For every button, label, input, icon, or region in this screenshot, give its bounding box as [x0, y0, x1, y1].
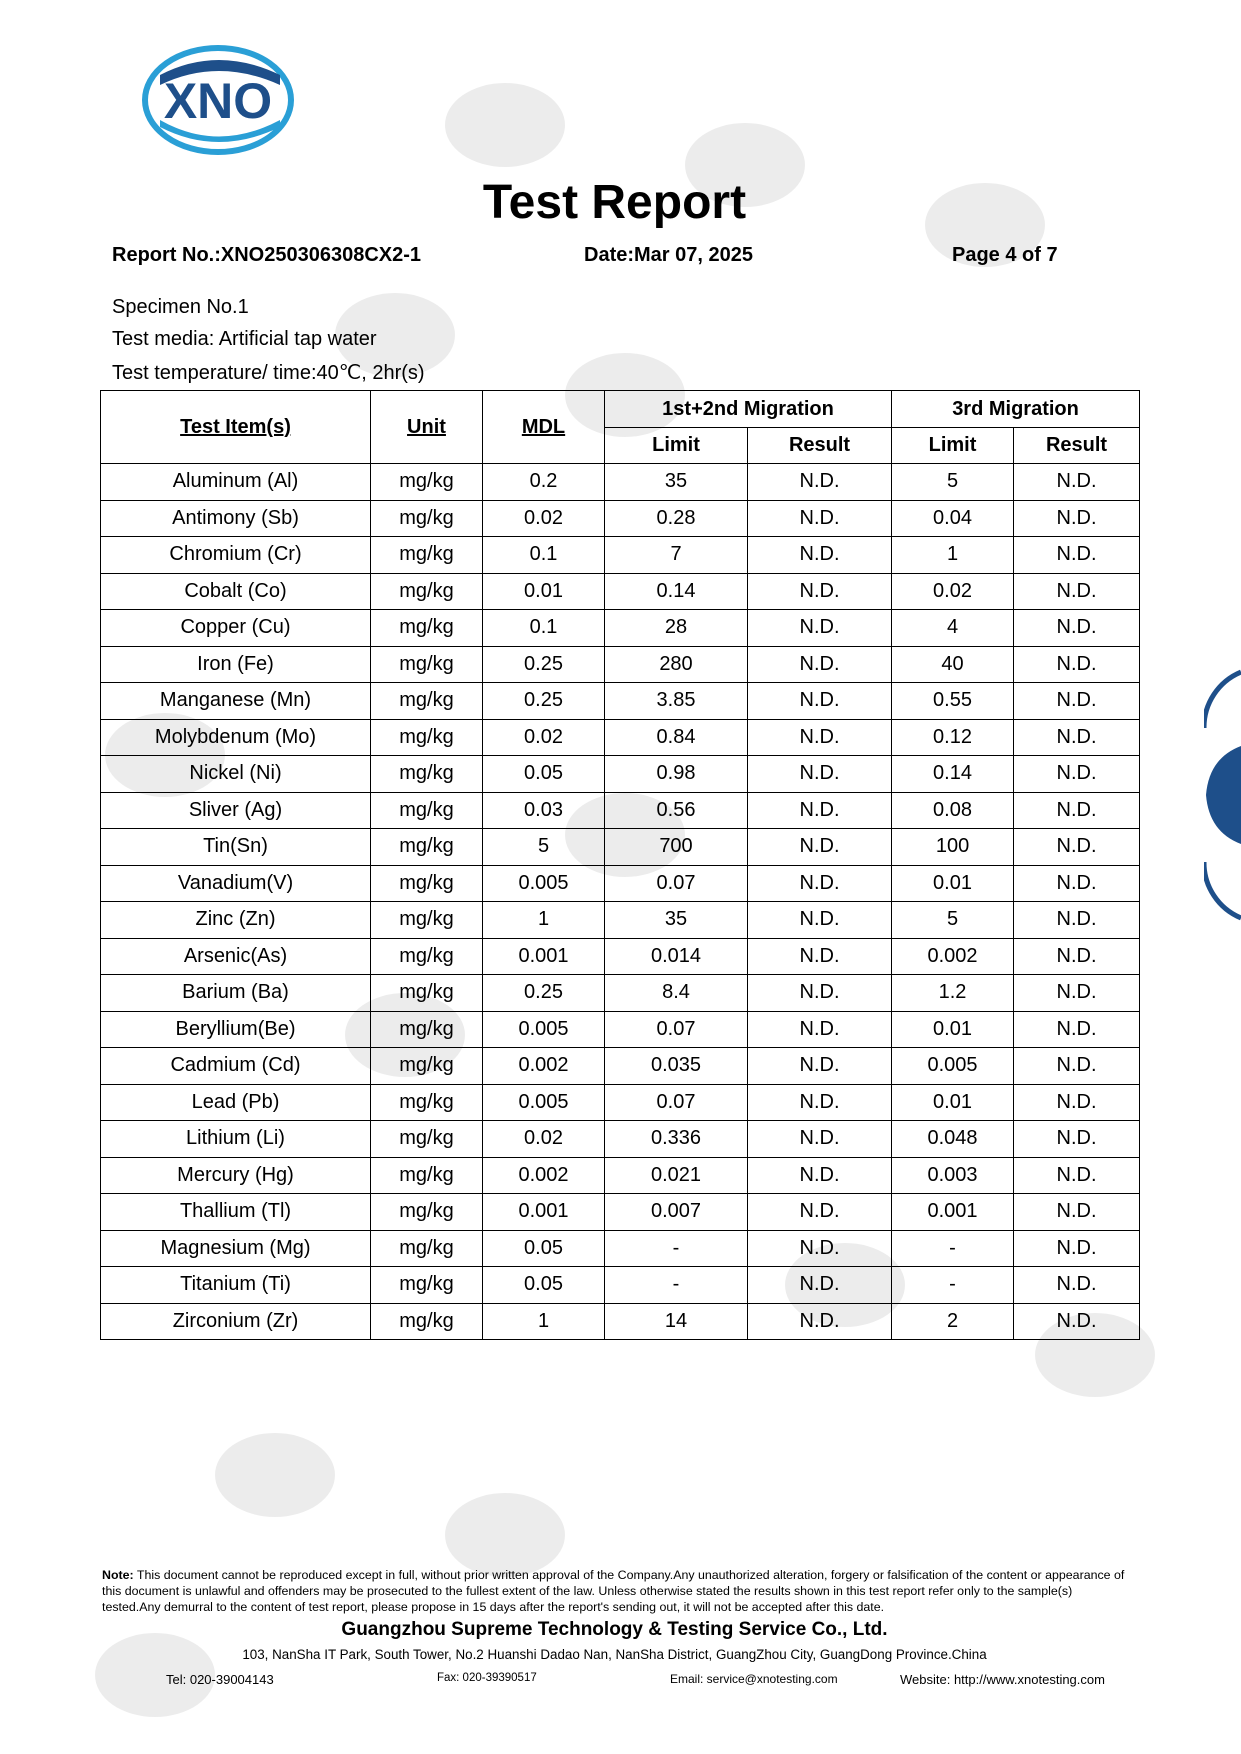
- cell-result-3: N.D.: [1014, 1011, 1140, 1048]
- cell-result-3: N.D.: [1014, 1267, 1140, 1304]
- cell-test-item: Zirconium (Zr): [101, 1303, 371, 1340]
- note-label: Note:: [102, 1568, 134, 1582]
- cell-result-1-2: N.D.: [748, 537, 892, 574]
- cell-unit: mg/kg: [371, 683, 483, 720]
- header-migration-1-2: 1st+2nd Migration: [605, 391, 892, 428]
- table-row: [101, 537, 1140, 574]
- cell-limit-3: 0.048: [892, 1121, 1014, 1158]
- cell-result-1-2: N.D.: [748, 1121, 892, 1158]
- cell-mdl: 1: [483, 1303, 605, 1340]
- specimen-number: Specimen No.1: [112, 296, 249, 318]
- cell-result-3: N.D.: [1014, 1194, 1140, 1231]
- cell-unit: mg/kg: [371, 464, 483, 501]
- cell-test-item: Tin(Sn): [101, 829, 371, 866]
- cell-mdl: 0.005: [483, 1084, 605, 1121]
- table-row: [101, 1011, 1140, 1048]
- disclaimer-note: [102, 1567, 1132, 1615]
- cell-unit: mg/kg: [371, 756, 483, 793]
- cell-test-item: Thallium (Tl): [101, 1194, 371, 1231]
- cell-limit-3: 0.55: [892, 683, 1014, 720]
- cell-mdl: 0.03: [483, 792, 605, 829]
- cell-result-1-2: N.D.: [748, 756, 892, 793]
- cell-result-1-2: N.D.: [748, 1267, 892, 1304]
- cell-limit-3: 2: [892, 1303, 1014, 1340]
- cell-limit-3: 1: [892, 537, 1014, 574]
- cell-test-item: Beryllium(Be): [101, 1011, 371, 1048]
- table-row: [101, 1121, 1140, 1158]
- cell-mdl: 0.25: [483, 646, 605, 683]
- cell-result-1-2: N.D.: [748, 500, 892, 537]
- cell-limit-1-2: 700: [605, 829, 748, 866]
- cell-unit: mg/kg: [371, 1084, 483, 1121]
- table-row: [101, 902, 1140, 939]
- cell-unit: mg/kg: [371, 719, 483, 756]
- table-row: [101, 829, 1140, 866]
- results-body: [101, 464, 1140, 1340]
- report-date: Date:Mar 07, 2025: [584, 244, 753, 266]
- watermark-logo-icon: [210, 1420, 340, 1530]
- cell-result-1-2: N.D.: [748, 792, 892, 829]
- cell-limit-1-2: 0.021: [605, 1157, 748, 1194]
- cell-result-3: N.D.: [1014, 683, 1140, 720]
- company-seal-icon: [1204, 668, 1241, 922]
- cell-limit-1-2: 28: [605, 610, 748, 647]
- cell-test-item: Cobalt (Co): [101, 573, 371, 610]
- cell-mdl: 0.002: [483, 1157, 605, 1194]
- page-title: Test Report: [482, 176, 747, 229]
- cell-result-1-2: N.D.: [748, 938, 892, 975]
- header-result: Result: [1014, 428, 1140, 464]
- cell-result-3: N.D.: [1014, 1157, 1140, 1194]
- cell-mdl: 0.001: [483, 938, 605, 975]
- cell-test-item: Sliver (Ag): [101, 792, 371, 829]
- cell-unit: mg/kg: [371, 1303, 483, 1340]
- cell-mdl: 0.02: [483, 1121, 605, 1158]
- company-address: 103, NanSha IT Park, South Tower, No.2 Huanshi Dadao Nan, NanSha District, GuangZhou City, GuangDong Province.China: [242, 1647, 987, 1662]
- cell-limit-1-2: 3.85: [605, 683, 748, 720]
- cell-limit-1-2: 0.07: [605, 1084, 748, 1121]
- cell-test-item: Mercury (Hg): [101, 1157, 371, 1194]
- cell-test-item: Lithium (Li): [101, 1121, 371, 1158]
- cell-result-1-2: N.D.: [748, 683, 892, 720]
- cell-test-item: Molybdenum (Mo): [101, 719, 371, 756]
- cell-mdl: 0.1: [483, 537, 605, 574]
- cell-unit: mg/kg: [371, 975, 483, 1012]
- test-conditions: Test temperature/ time:40℃, 2hr(s): [112, 362, 425, 384]
- cell-unit: mg/kg: [371, 829, 483, 866]
- cell-limit-1-2: 8.4: [605, 975, 748, 1012]
- cell-result-1-2: N.D.: [748, 975, 892, 1012]
- cell-result-3: N.D.: [1014, 573, 1140, 610]
- cell-result-3: N.D.: [1014, 719, 1140, 756]
- cell-test-item: Aluminum (Al): [101, 464, 371, 501]
- cell-limit-3: 100: [892, 829, 1014, 866]
- company-name: Guangzhou Supreme Technology & Testing Service Co., Ltd.: [341, 1619, 888, 1640]
- cell-limit-3: 40: [892, 646, 1014, 683]
- cell-mdl: 0.25: [483, 975, 605, 1012]
- table-row: [101, 683, 1140, 720]
- header-unit: Unit: [371, 391, 483, 464]
- table-row: [101, 1157, 1140, 1194]
- cell-test-item: Titanium (Ti): [101, 1267, 371, 1304]
- cell-result-1-2: N.D.: [748, 464, 892, 501]
- cell-mdl: 1: [483, 902, 605, 939]
- header-mdl: MDL: [483, 391, 605, 464]
- cell-result-3: N.D.: [1014, 829, 1140, 866]
- cell-limit-1-2: 0.14: [605, 573, 748, 610]
- cell-test-item: Iron (Fe): [101, 646, 371, 683]
- cell-limit-1-2: 7: [605, 537, 748, 574]
- cell-result-3: N.D.: [1014, 1230, 1140, 1267]
- cell-unit: mg/kg: [371, 573, 483, 610]
- cell-unit: mg/kg: [371, 792, 483, 829]
- cell-unit: mg/kg: [371, 646, 483, 683]
- cell-unit: mg/kg: [371, 938, 483, 975]
- cell-result-1-2: N.D.: [748, 1011, 892, 1048]
- cell-result-3: N.D.: [1014, 865, 1140, 902]
- table-row: [101, 610, 1140, 647]
- cell-mdl: 0.2: [483, 464, 605, 501]
- table-row: [101, 719, 1140, 756]
- cell-limit-1-2: 280: [605, 646, 748, 683]
- cell-limit-1-2: 14: [605, 1303, 748, 1340]
- cell-limit-3: 0.01: [892, 865, 1014, 902]
- cell-result-1-2: N.D.: [748, 573, 892, 610]
- cell-result-3: N.D.: [1014, 792, 1140, 829]
- cell-limit-1-2: 35: [605, 902, 748, 939]
- contact-fax: Fax: 020-39390517: [437, 1672, 537, 1684]
- cell-limit-1-2: 35: [605, 464, 748, 501]
- company-logo: [140, 45, 300, 155]
- cell-limit-3: 0.001: [892, 1194, 1014, 1231]
- table-row: [101, 464, 1140, 501]
- report-number: Report No.:XNO250306308CX2-1: [112, 244, 422, 266]
- table-row: [101, 1194, 1140, 1231]
- cell-limit-1-2: 0.07: [605, 865, 748, 902]
- cell-unit: mg/kg: [371, 537, 483, 574]
- table-row: [101, 1230, 1140, 1267]
- test-media: Test media: Artificial tap water: [112, 328, 377, 350]
- table-row: [101, 756, 1140, 793]
- cell-unit: mg/kg: [371, 1230, 483, 1267]
- cell-result-1-2: N.D.: [748, 610, 892, 647]
- cell-result-3: N.D.: [1014, 975, 1140, 1012]
- cell-limit-3: 0.01: [892, 1011, 1014, 1048]
- cell-limit-3: 0.003: [892, 1157, 1014, 1194]
- cell-limit-3: 0.04: [892, 500, 1014, 537]
- cell-result-3: N.D.: [1014, 1121, 1140, 1158]
- cell-mdl: 0.25: [483, 683, 605, 720]
- cell-mdl: 0.005: [483, 1011, 605, 1048]
- cell-result-3: N.D.: [1014, 646, 1140, 683]
- cell-limit-1-2: -: [605, 1230, 748, 1267]
- cell-test-item: Chromium (Cr): [101, 537, 371, 574]
- table-row: [101, 1048, 1140, 1085]
- cell-unit: mg/kg: [371, 902, 483, 939]
- cell-test-item: Vanadium(V): [101, 865, 371, 902]
- cell-result-3: N.D.: [1014, 756, 1140, 793]
- cell-result-3: N.D.: [1014, 1048, 1140, 1085]
- cell-mdl: 0.02: [483, 500, 605, 537]
- contact-tel: Tel: 020-39004143: [166, 1672, 274, 1687]
- cell-test-item: Antimony (Sb): [101, 500, 371, 537]
- cell-result-1-2: N.D.: [748, 1157, 892, 1194]
- cell-limit-1-2: 0.007: [605, 1194, 748, 1231]
- page-number: Page 4 of 7: [952, 244, 1058, 266]
- cell-result-1-2: N.D.: [748, 829, 892, 866]
- table-row: [101, 1303, 1140, 1340]
- cell-unit: mg/kg: [371, 1121, 483, 1158]
- cell-unit: mg/kg: [371, 1048, 483, 1085]
- cell-limit-3: 4: [892, 610, 1014, 647]
- cell-test-item: Arsenic(As): [101, 938, 371, 975]
- cell-result-1-2: N.D.: [748, 1194, 892, 1231]
- header-limit: Limit: [892, 428, 1014, 464]
- table-row: [101, 500, 1140, 537]
- table-row: [101, 646, 1140, 683]
- cell-limit-1-2: 0.84: [605, 719, 748, 756]
- contact-email[interactable]: Email: service@xnotesting.com: [670, 1672, 838, 1686]
- cell-limit-3: 0.02: [892, 573, 1014, 610]
- header-limit: Limit: [605, 428, 748, 464]
- header-migration-3: 3rd Migration: [892, 391, 1140, 428]
- cell-mdl: 0.001: [483, 1194, 605, 1231]
- cell-result-3: N.D.: [1014, 464, 1140, 501]
- cell-test-item: Magnesium (Mg): [101, 1230, 371, 1267]
- cell-limit-3: -: [892, 1230, 1014, 1267]
- table-row: [101, 1267, 1140, 1304]
- cell-limit-3: 0.12: [892, 719, 1014, 756]
- cell-mdl: 0.1: [483, 610, 605, 647]
- cell-result-3: N.D.: [1014, 902, 1140, 939]
- cell-test-item: Lead (Pb): [101, 1084, 371, 1121]
- contact-website[interactable]: Website: http://www.xnotesting.com: [900, 1672, 1105, 1687]
- cell-unit: mg/kg: [371, 1194, 483, 1231]
- cell-limit-1-2: 0.014: [605, 938, 748, 975]
- cell-limit-3: 0.08: [892, 792, 1014, 829]
- cell-result-1-2: N.D.: [748, 902, 892, 939]
- cell-unit: mg/kg: [371, 1267, 483, 1304]
- svg-text:XNO: XNO: [163, 73, 273, 129]
- cell-unit: mg/kg: [371, 500, 483, 537]
- cell-result-3: N.D.: [1014, 610, 1140, 647]
- cell-test-item: Cadmium (Cd): [101, 1048, 371, 1085]
- cell-test-item: Nickel (Ni): [101, 756, 371, 793]
- cell-test-item: Copper (Cu): [101, 610, 371, 647]
- cell-limit-3: 5: [892, 464, 1014, 501]
- cell-result-1-2: N.D.: [748, 865, 892, 902]
- cell-unit: mg/kg: [371, 610, 483, 647]
- cell-test-item: Manganese (Mn): [101, 683, 371, 720]
- cell-limit-1-2: 0.035: [605, 1048, 748, 1085]
- cell-result-1-2: N.D.: [748, 1084, 892, 1121]
- cell-limit-1-2: -: [605, 1267, 748, 1304]
- cell-mdl: 0.05: [483, 1267, 605, 1304]
- cell-result-3: N.D.: [1014, 938, 1140, 975]
- header-test-item: Test Item(s): [101, 391, 371, 464]
- cell-mdl: 5: [483, 829, 605, 866]
- watermark-logo-icon: [440, 70, 570, 180]
- header-result: Result: [748, 428, 892, 464]
- cell-unit: mg/kg: [371, 1011, 483, 1048]
- cell-limit-3: 0.01: [892, 1084, 1014, 1121]
- table-row: [101, 865, 1140, 902]
- cell-result-1-2: N.D.: [748, 1048, 892, 1085]
- cell-mdl: 0.02: [483, 719, 605, 756]
- cell-limit-3: 0.002: [892, 938, 1014, 975]
- cell-limit-1-2: 0.336: [605, 1121, 748, 1158]
- results-table: [100, 390, 1140, 1340]
- cell-mdl: 0.002: [483, 1048, 605, 1085]
- table-row: [101, 792, 1140, 829]
- table-row: [101, 1084, 1140, 1121]
- cell-test-item: Barium (Ba): [101, 975, 371, 1012]
- cell-result-1-2: N.D.: [748, 1230, 892, 1267]
- cell-result-1-2: N.D.: [748, 646, 892, 683]
- cell-mdl: 0.005: [483, 865, 605, 902]
- table-row: [101, 573, 1140, 610]
- table-row: [101, 975, 1140, 1012]
- cell-mdl: 0.05: [483, 756, 605, 793]
- cell-test-item: Zinc (Zn): [101, 902, 371, 939]
- cell-limit-3: 5: [892, 902, 1014, 939]
- cell-limit-1-2: 0.56: [605, 792, 748, 829]
- cell-result-3: N.D.: [1014, 500, 1140, 537]
- cell-limit-1-2: 0.28: [605, 500, 748, 537]
- cell-result-1-2: N.D.: [748, 719, 892, 756]
- cell-mdl: 0.01: [483, 573, 605, 610]
- cell-limit-3: -: [892, 1267, 1014, 1304]
- table-row: [101, 938, 1140, 975]
- cell-result-1-2: N.D.: [748, 1303, 892, 1340]
- cell-limit-1-2: 0.07: [605, 1011, 748, 1048]
- cell-unit: mg/kg: [371, 1157, 483, 1194]
- cell-result-3: N.D.: [1014, 1084, 1140, 1121]
- cell-result-3: N.D.: [1014, 537, 1140, 574]
- cell-limit-3: 0.005: [892, 1048, 1014, 1085]
- cell-limit-1-2: 0.98: [605, 756, 748, 793]
- cell-unit: mg/kg: [371, 865, 483, 902]
- cell-limit-3: 1.2: [892, 975, 1014, 1012]
- note-text: This document cannot be reproduced except in full, without prior written approval of the Company.Any unauthorized alteration, forgery or falsification of the content or appearance of this document is unlawful and offenders may be prosecuted to the fullest extent of the law. Unless otherwise stated the results shown in this test report refer only to the sample(s) tested.Any demurral to the content of test report, please propose in 15 days after the report's sending out, it will not be accepted after this date.: [102, 1568, 1125, 1614]
- cell-limit-3: 0.14: [892, 756, 1014, 793]
- cell-mdl: 0.05: [483, 1230, 605, 1267]
- cell-result-3: N.D.: [1014, 1303, 1140, 1340]
